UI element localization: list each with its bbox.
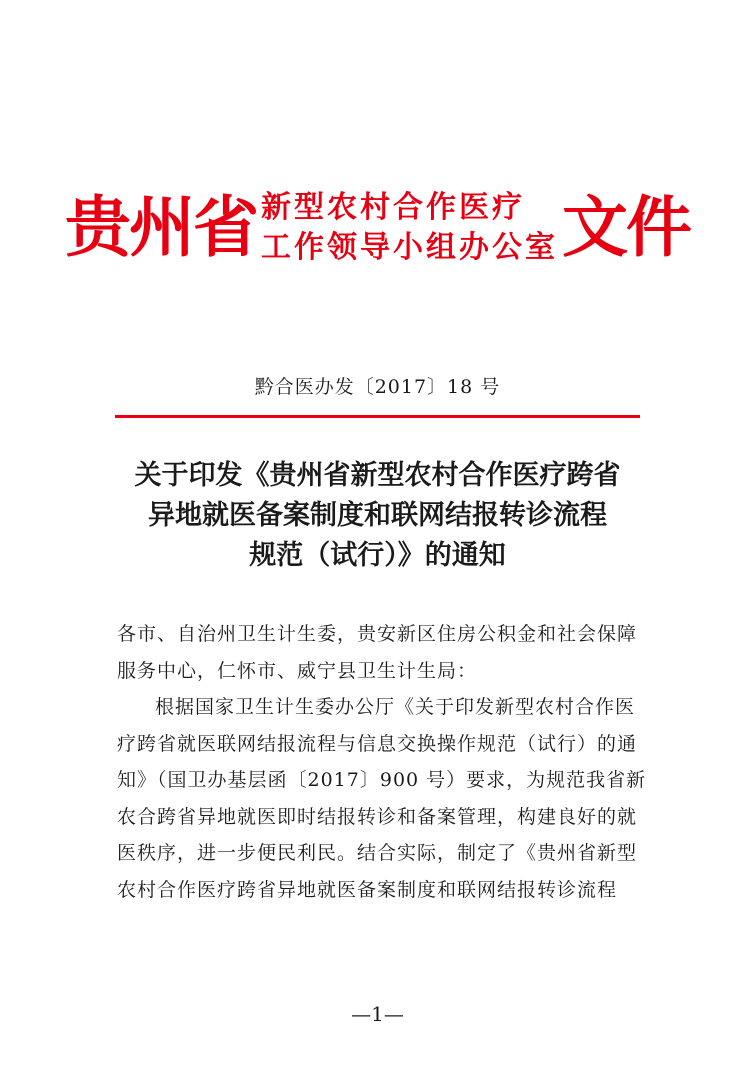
body-paragraph: 根据国家卫生计生委办公厅《关于印发新型农村合作医疗跨省就医联网结报流程与信息交换操作规范（试行）的通知》（国卫办基层函〔2017〕900 号）要求，为规范我省新农合跨省异地就医即时结报转诊和备案管理，构建良好的就医秩序，进一步便民利民。结合实际，制定了《贵州省新型农村合作医疗跨省异地就医备案制度和联网结报转诊流程	[117, 696, 647, 901]
title-line-2: 异地就医备案制度和联网结报转诊流程	[148, 500, 607, 531]
header-issuer	[261, 188, 558, 268]
title-line-3: 规范（试行）》的通知	[249, 540, 506, 571]
red-divider	[115, 415, 640, 418]
title-line-1: 关于印发《贵州省新型农村合作医疗跨省	[134, 460, 621, 491]
header-prefix: 贵州省	[65, 189, 257, 266]
document-header	[0, 178, 755, 278]
header-suffix: 文件	[562, 189, 690, 266]
document-title	[60, 456, 695, 576]
header-issuer-line-2: 工作领导小组办公室	[261, 230, 558, 265]
document-body	[117, 616, 647, 908]
header-issuer-line-1: 新型农村合作医疗	[261, 190, 525, 225]
page-number: —1—	[351, 1002, 404, 1026]
salutation: 各市、自治州卫生计生委，贵安新区住房公积金和社会保障服务中心，仁怀市、威宁县卫生计生局：	[117, 623, 638, 682]
document-number: 黔合医办发〔2017〕18 号	[254, 376, 501, 398]
